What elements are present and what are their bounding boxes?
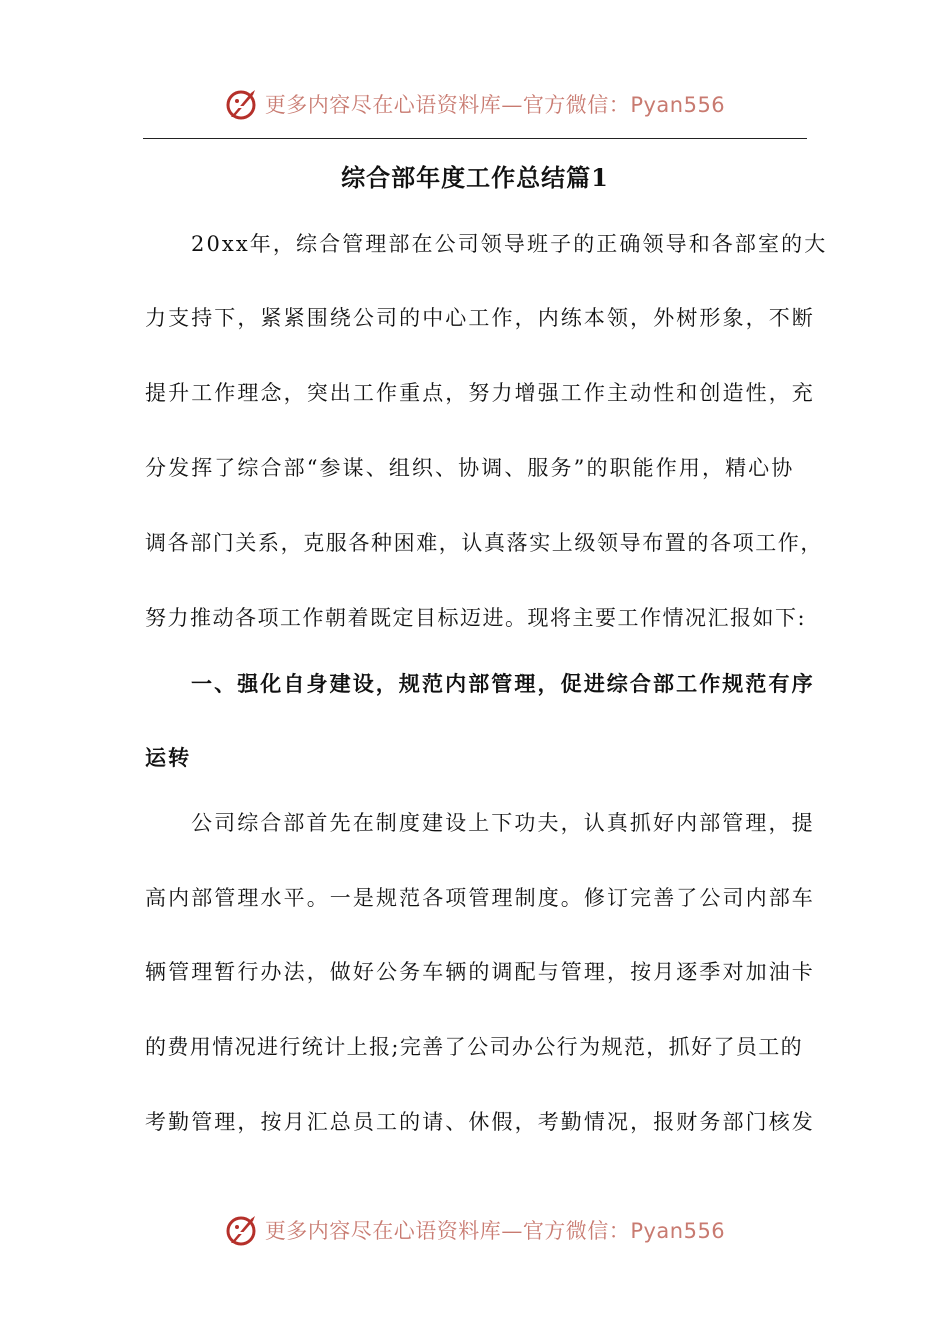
banner-official-label: 官方微信： bbox=[522, 1219, 631, 1243]
banner-main-text: 更多内容尽在心语资料库 bbox=[264, 1219, 502, 1243]
paragraph-line: 力支持下，紧紧围绕公司的中心工作，内练本领，外树形象，不断 bbox=[145, 306, 815, 330]
section-heading: 一、强化自身建设，规范内部管理，促进综合部工作规范有序 bbox=[191, 671, 815, 696]
paragraph-line: 努力推动各项工作朝着既定目标迈进。现将主要工作情况汇报如下: bbox=[145, 606, 807, 630]
quill-pen-logo-icon bbox=[225, 87, 259, 121]
paragraph-line: 的费用情况进行统计上报;完善了公司办公行为规范，抓好了员工的 bbox=[145, 1035, 804, 1059]
paragraph-line: 20xx年，综合管理部在公司领导班子的正确领导和各部室的大 bbox=[191, 232, 828, 256]
banner-wechat-id: Pyan556 bbox=[630, 1219, 726, 1243]
footer-banner bbox=[0, 1210, 950, 1250]
banner-wechat-id: Pyan556 bbox=[630, 93, 726, 117]
paragraph-line: 公司综合部首先在制度建设上下功夫，认真抓好内部管理，提 bbox=[191, 811, 815, 835]
banner-dash: — bbox=[501, 1219, 523, 1243]
paragraph-line: 辆管理暂行办法，做好公务车辆的调配与管理，按月逐季对加油卡 bbox=[145, 960, 815, 984]
banner-dash: — bbox=[501, 93, 523, 117]
paragraph-line: 考勤管理，按月汇总员工的请、休假，考勤情况，报财务部门核发 bbox=[145, 1110, 815, 1134]
header-rule bbox=[143, 138, 807, 139]
banner-main-text: 更多内容尽在心语资料库 bbox=[264, 93, 502, 117]
section-heading-continued: 运转 bbox=[145, 745, 192, 770]
banner-text bbox=[265, 1215, 725, 1245]
document-title: 综合部年度工作总结篇1 bbox=[341, 163, 609, 192]
banner-official-label: 官方微信： bbox=[522, 93, 631, 117]
header-banner bbox=[0, 84, 950, 124]
paragraph-line: 分发挥了综合部“参谋、组织、协调、服务”的职能作用，精心协 bbox=[145, 456, 795, 480]
paragraph-line: 高内部管理水平。一是规范各项管理制度。修订完善了公司内部车 bbox=[145, 886, 815, 910]
quill-pen-logo-icon bbox=[225, 1213, 259, 1247]
paragraph-line: 提升工作理念，突出工作重点，努力增强工作主动性和创造性，充 bbox=[145, 381, 815, 405]
banner-text bbox=[265, 89, 725, 119]
paragraph-line: 调各部门关系，克服各种困难，认真落实上级领导布置的各项工作， bbox=[145, 531, 823, 555]
